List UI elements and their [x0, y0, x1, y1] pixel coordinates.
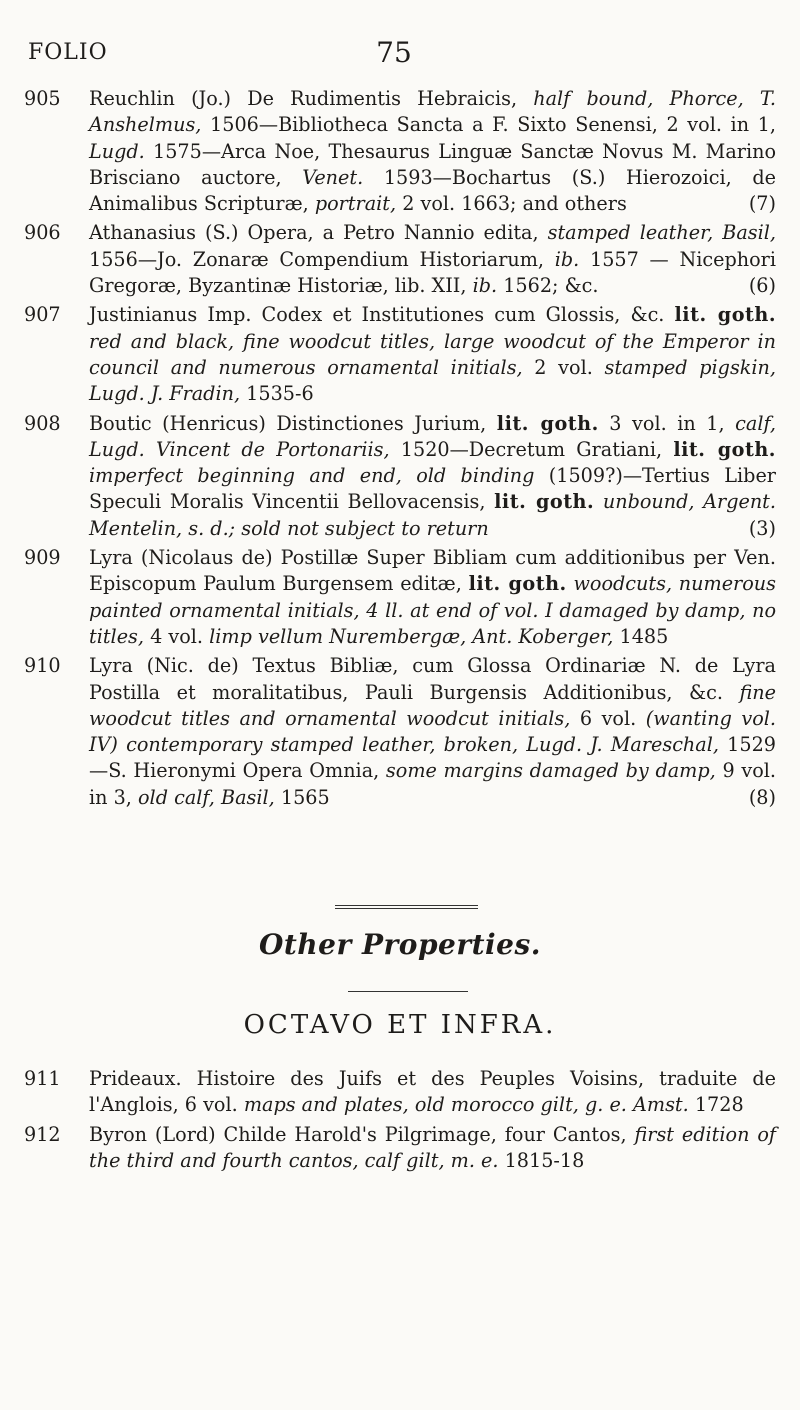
lot-text: first edition of the third and fourth cantos, calf gilt, m. e. — [89, 1122, 776, 1172]
lot-entry — [24, 86, 776, 217]
lot-number: 906 — [24, 221, 61, 245]
lot-number: 905 — [24, 87, 61, 110]
lot-entry — [24, 220, 776, 299]
lot-text: 2 vol. — [522, 355, 605, 379]
lot-text: 1728 — [688, 1093, 744, 1117]
running-head: FOLIO — [28, 40, 108, 65]
lot-text: woodcuts, numerous painted ornamental initials, 4 ll. at end of vol. I damaged by damp, no titles, — [89, 572, 776, 648]
lot-text: 9 vol. in 3, — [89, 759, 776, 809]
lot-text: 1557 — Nicephori Gregoræ, Byzantinæ Historiæ, lib. XII, — [89, 247, 776, 298]
lot-text: Lyra (Nicolaus de) Postillæ Super Bibliam cum additionibus per Ven. Episcopum Paulum Burgensem editæ, — [89, 546, 776, 596]
lot-text: 1565 — [274, 785, 330, 809]
lot-text: lit. goth. — [494, 490, 595, 514]
lot-text: portrait, — [314, 192, 397, 216]
lot-text: lit. goth. — [674, 303, 776, 327]
lot-text: Lyra (Nic. de) Textus Bibliæ, cum Glossa Ordinariæ N. de Lyra Postilla et moralitatibus, Pauli Burgensis Additionibus, &c. — [89, 654, 776, 704]
page-header — [28, 36, 760, 70]
lot-text: 1575—Arca Noe, Thesaurus Linguæ Sanctæ Novus M. Marino Brisciano auctore, — [89, 139, 776, 189]
lot-text: fine woodcut titles and ornamental woodcut initials, — [89, 680, 776, 730]
page-number: 75 — [376, 36, 412, 69]
lot-reference: (3) — [748, 516, 776, 540]
lot-number: 909 — [24, 546, 61, 570]
lot-text: stamped pigskin, Lugd. J. Fradin, — [89, 355, 777, 406]
lot-text: Athanasius (S.) Opera, a Petro Nannio edita, — [89, 221, 548, 245]
lot-number: 907 — [24, 303, 61, 327]
lot-number: 912 — [24, 1122, 61, 1146]
lot-text: 1535-6 — [240, 382, 314, 406]
lot-text: 4 vol. — [144, 624, 210, 648]
lot-text: lit. goth. — [673, 437, 776, 461]
lot-text: unbound, Argent. Mentelin, s. d.; sold not subject to return — [89, 490, 776, 540]
lot-text: Venet. — [302, 165, 364, 189]
lot-text: half bound, Phorce, T. Anshelmus, — [89, 87, 776, 137]
lot-text: imperfect beginning and end, old binding — [89, 464, 535, 488]
lot-text: some margins damaged by damp, — [385, 759, 716, 783]
lot-reference: (7) — [748, 192, 776, 216]
lot-text: 3 vol. in 1, — [598, 411, 736, 435]
lot-text: (wanting vol. IV) contemporary stamped leather, broken, Lugd. J. Mareschal, — [89, 706, 777, 757]
lot-text: calf, Lugd. Vincent de Portonariis, — [89, 411, 776, 461]
lot-text: stamped leather, Basil, — [547, 221, 776, 245]
lot-number: 911 — [24, 1067, 61, 1090]
lot-text: lit. goth. — [468, 572, 567, 596]
lot-text: ib. — [472, 274, 498, 298]
lot-text: Byron (Lord) Childe Harold's Pilgrimage, four Cantos, — [89, 1122, 635, 1146]
lot-entry — [24, 545, 776, 650]
lot-entry — [24, 411, 776, 542]
lot-text: (1509?)—Tertius Liber Speculi Moralis Vincentii Bellovacensis, — [89, 464, 776, 514]
lot-text: Amst. — [633, 1093, 689, 1117]
lot-entry — [24, 1122, 776, 1175]
lot-text: 1593—Bochartus (S.) Hierozoici, de Animalibus Scripturæ, — [89, 165, 776, 216]
lot-list — [24, 86, 776, 814]
lot-text: Boutic (Henricus) Distinctiones Jurium, — [89, 411, 497, 435]
lot-text: 1562; &c. — [497, 274, 599, 298]
lot-text: 1529—S. Hieronymi Opera Omnia, — [89, 733, 776, 783]
lot-text: 1556—Jo. Zonaræ Compendium Historiarum, — [89, 247, 555, 271]
lot-text: Reuchlin (Jo.) De Rudimentis Hebraicis, — [89, 87, 534, 110]
lot-text: ib. — [554, 247, 580, 271]
lot-text: Justinianus Imp. Codex et Institutiones cum Glossis, &c. — [89, 303, 675, 327]
lot-number: 908 — [24, 411, 61, 435]
lot-entry — [24, 1066, 776, 1119]
lot-reference: (8) — [748, 785, 776, 809]
lot-number: 910 — [24, 654, 61, 678]
lot-text: 1485 — [613, 624, 669, 648]
lot-text: 2 vol. 1663; and others — [396, 192, 627, 216]
lot-text: Lugd. — [89, 139, 145, 163]
lot-text: old calf, Basil, — [138, 785, 275, 809]
lot-text: red and black, fine woodcut titles, large woodcut of the Emperor in council and numerous ornamental initials, — [89, 329, 776, 379]
lot-text: maps and plates, old morocco gilt, g. e. — [243, 1093, 627, 1117]
lot-text — [594, 490, 603, 513]
lot-text: limp vellum Nurembergæ, Ant. Koberger, — [209, 624, 614, 648]
lot-reference: (6) — [748, 274, 776, 298]
section-rule — [348, 991, 468, 992]
lot-text: 1506—Bibliotheca Sancta a F. Sixto Senensi, 2 vol. in 1, — [201, 113, 776, 137]
lot-text: Prideaux. Histoire des Juifs et des Peuples Voisins, traduite de l'Anglois, 6 vol. — [89, 1067, 776, 1117]
lot-entry — [24, 302, 776, 407]
section-divider — [335, 905, 478, 909]
lot-text: lit. goth. — [496, 411, 599, 435]
lot-entry — [24, 653, 776, 811]
section-subtitle: OCTAVO ET INFRA. — [243, 1010, 557, 1040]
lot-list-octavo — [24, 1066, 776, 1177]
lot-text: 1520—Decretum Gratiani, — [389, 437, 674, 461]
lot-text: 1815-18 — [498, 1148, 585, 1172]
section-title: Other Properties. — [258, 928, 542, 961]
lot-text: 6 vol. — [570, 706, 646, 730]
